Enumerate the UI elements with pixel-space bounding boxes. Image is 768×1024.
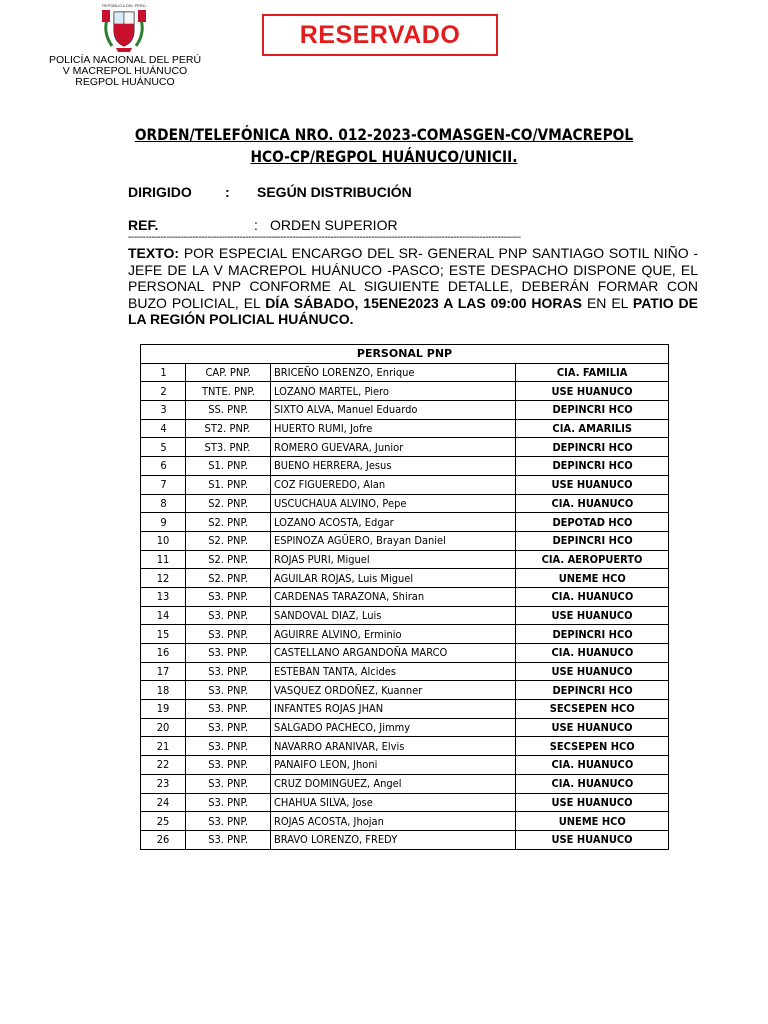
row-name-cell bbox=[270, 363, 515, 382]
row-number-cell bbox=[141, 569, 186, 588]
personal-table bbox=[140, 344, 669, 850]
row-number-cell bbox=[141, 681, 186, 700]
table-row bbox=[141, 830, 669, 849]
row-unit-cell bbox=[516, 644, 669, 663]
row-name: ESPINOZA AGÜERO, Brayan Daniel bbox=[273, 534, 446, 548]
row-grade: S3. PNP. bbox=[208, 814, 248, 828]
row-number: 14 bbox=[156, 608, 170, 622]
row-unit: CIA. FAMILIA bbox=[556, 366, 628, 380]
row-grade: S3. PNP. bbox=[208, 683, 248, 697]
row-number: 24 bbox=[156, 795, 170, 809]
title-line-2: HCO-CP/REGPOL HUÁNUCO/UNICII. bbox=[250, 147, 518, 166]
table-row bbox=[141, 812, 669, 831]
row-name: HUERTO RUMI, Jofre bbox=[273, 422, 373, 436]
row-grade-cell bbox=[186, 494, 270, 513]
row-grade-cell bbox=[186, 401, 270, 420]
row-name-cell bbox=[270, 625, 515, 644]
table-row bbox=[141, 550, 669, 569]
row-name-cell bbox=[270, 550, 515, 569]
table-row bbox=[141, 513, 669, 532]
row-name-cell bbox=[270, 382, 515, 401]
row-unit: USE HUANUCO bbox=[551, 833, 633, 847]
row-grade-cell bbox=[186, 756, 270, 775]
row-unit-cell bbox=[516, 681, 669, 700]
row-number: 10 bbox=[156, 534, 170, 548]
row-number-cell bbox=[141, 363, 186, 382]
row-name: LOZANO ACOSTA, Edgar bbox=[273, 515, 394, 529]
row-unit-cell bbox=[516, 812, 669, 831]
row-name-cell bbox=[270, 438, 515, 457]
row-number: 13 bbox=[156, 590, 170, 604]
row-number-cell bbox=[141, 531, 186, 550]
row-grade: S3. PNP. bbox=[208, 665, 248, 679]
row-unit-cell bbox=[516, 438, 669, 457]
row-name: VASQUEZ ORDOÑEZ, Kuanner bbox=[273, 683, 423, 697]
row-number: 23 bbox=[156, 777, 170, 791]
row-number-cell bbox=[141, 494, 186, 513]
row-unit: SECSEPEN HCO bbox=[549, 739, 635, 753]
row-unit-cell bbox=[516, 363, 669, 382]
row-name-cell bbox=[270, 718, 515, 737]
row-name-cell bbox=[270, 700, 515, 719]
row-unit-cell bbox=[516, 737, 669, 756]
row-number: 15 bbox=[156, 627, 170, 641]
row-number: 11 bbox=[156, 552, 170, 566]
table-row bbox=[141, 401, 669, 420]
row-grade-cell bbox=[186, 662, 270, 681]
row-name-cell bbox=[270, 830, 515, 849]
table-row bbox=[141, 793, 669, 812]
row-number-cell bbox=[141, 662, 186, 681]
row-name: CARDENAS TARAZONA, Shiran bbox=[273, 590, 424, 604]
row-unit: CIA. HUANUCO bbox=[551, 777, 633, 791]
row-unit-cell bbox=[516, 494, 669, 513]
row-unit: UNEME HCO bbox=[558, 571, 626, 585]
row-grade-cell bbox=[186, 475, 270, 494]
row-name: CHAHUA SILVA, Jose bbox=[273, 795, 373, 809]
row-grade-cell bbox=[186, 774, 270, 793]
row-name: ROJAS PURI, Miguel bbox=[273, 552, 370, 566]
row-number-cell bbox=[141, 774, 186, 793]
row-number: 18 bbox=[156, 683, 170, 697]
row-name-cell bbox=[270, 419, 515, 438]
peru-coat-of-arms-emblem bbox=[96, 2, 152, 56]
row-grade: S3. PNP. bbox=[208, 739, 248, 753]
row-name: SIXTO ALVA, Manuel Eduardo bbox=[273, 403, 418, 417]
row-grade: SS. PNP. bbox=[208, 403, 248, 417]
row-unit-cell bbox=[516, 569, 669, 588]
row-grade-cell bbox=[186, 718, 270, 737]
row-name-cell bbox=[270, 774, 515, 793]
row-number-cell bbox=[141, 718, 186, 737]
row-grade-cell bbox=[186, 737, 270, 756]
row-name: LOZANO MARTEL, Piero bbox=[273, 384, 389, 398]
row-unit-cell bbox=[516, 382, 669, 401]
row-unit: CIA. HUANUCO bbox=[551, 758, 633, 772]
row-number: 3 bbox=[159, 403, 167, 417]
row-grade: S3. PNP. bbox=[208, 608, 248, 622]
row-grade: ST3. PNP. bbox=[205, 440, 251, 454]
row-number: 7 bbox=[159, 478, 167, 492]
row-name: ESTEBAN TANTA, Alcides bbox=[273, 665, 396, 679]
row-grade: S2. PNP. bbox=[208, 515, 248, 529]
row-unit: USE HUANUCO bbox=[551, 721, 633, 735]
row-unit-cell bbox=[516, 793, 669, 812]
row-unit: SECSEPEN HCO bbox=[549, 702, 635, 716]
row-grade-cell bbox=[186, 457, 270, 476]
row-name-cell bbox=[270, 793, 515, 812]
row-grade-cell bbox=[186, 606, 270, 625]
row-unit: USE HUANUCO bbox=[551, 478, 633, 492]
row-name-cell bbox=[270, 737, 515, 756]
row-name: NAVARRO ARANIVAR, Elvis bbox=[273, 739, 405, 753]
row-number: 6 bbox=[159, 459, 167, 473]
row-number-cell bbox=[141, 550, 186, 569]
row-grade-cell bbox=[186, 569, 270, 588]
row-name-cell bbox=[270, 531, 515, 550]
row-number: 1 bbox=[159, 366, 167, 380]
row-number: 26 bbox=[156, 833, 170, 847]
dirigido-colon: : bbox=[225, 184, 230, 200]
row-number-cell bbox=[141, 475, 186, 494]
ref-colon: : bbox=[254, 217, 258, 233]
row-name: SANDOVAL DIAZ, Luis bbox=[273, 608, 382, 622]
table-row bbox=[141, 606, 669, 625]
row-unit: CIA. HUANUCO bbox=[551, 590, 633, 604]
texto-location: PATIO DE LA REGIÓN POLICIAL HUÁNUCO. bbox=[128, 294, 698, 327]
row-name-cell bbox=[270, 494, 515, 513]
row-name-cell bbox=[270, 587, 515, 606]
row-number-cell bbox=[141, 382, 186, 401]
row-number-cell bbox=[141, 812, 186, 831]
table-row bbox=[141, 569, 669, 588]
row-name-cell bbox=[270, 681, 515, 700]
row-grade: S3. PNP. bbox=[208, 758, 248, 772]
row-number: 21 bbox=[156, 739, 170, 753]
row-name: USCUCHAUA ALVINO, Pepe bbox=[273, 496, 407, 510]
row-name: PANAIFO LEON, Jhoni bbox=[273, 758, 378, 772]
row-grade-cell bbox=[186, 644, 270, 663]
row-grade: S3. PNP. bbox=[208, 702, 248, 716]
row-unit: DEPINCRI HCO bbox=[551, 440, 633, 454]
row-name-cell bbox=[270, 569, 515, 588]
row-number-cell bbox=[141, 419, 186, 438]
row-name: BRICEÑO LORENZO, Enrique bbox=[273, 366, 415, 380]
row-grade: TNTE. PNP. bbox=[201, 384, 255, 398]
row-unit-cell bbox=[516, 830, 669, 849]
row-number-cell bbox=[141, 756, 186, 775]
row-grade: S3. PNP. bbox=[208, 590, 248, 604]
row-number-cell bbox=[141, 606, 186, 625]
row-unit-cell bbox=[516, 756, 669, 775]
table-row bbox=[141, 662, 669, 681]
row-number: 19 bbox=[156, 702, 170, 716]
row-unit-cell bbox=[516, 401, 669, 420]
row-name-cell bbox=[270, 606, 515, 625]
row-grade-cell bbox=[186, 587, 270, 606]
row-grade: S3. PNP. bbox=[208, 777, 248, 791]
org-line-3: REGPOL HUÁNUCO bbox=[75, 76, 175, 88]
table-body bbox=[141, 363, 669, 849]
row-unit-cell bbox=[516, 700, 669, 719]
org-line-1: POLICÍA NACIONAL DEL PERÚ bbox=[48, 54, 202, 66]
row-grade: S2. PNP. bbox=[208, 534, 248, 548]
row-grade-cell bbox=[186, 438, 270, 457]
row-unit-cell bbox=[516, 587, 669, 606]
row-number: 12 bbox=[156, 571, 170, 585]
row-number: 4 bbox=[159, 422, 167, 436]
row-number: 2 bbox=[159, 384, 167, 398]
row-name: INFANTES ROJAS JHAN bbox=[273, 702, 383, 716]
table-row bbox=[141, 494, 669, 513]
row-unit-cell bbox=[516, 718, 669, 737]
row-number-cell bbox=[141, 438, 186, 457]
row-grade-cell bbox=[186, 700, 270, 719]
row-number-cell bbox=[141, 700, 186, 719]
row-name: CRUZ DOMINGUEZ, Angel bbox=[273, 777, 402, 791]
row-name: BRAVO LORENZO, FREDY bbox=[273, 833, 397, 847]
coat-of-arms-icon bbox=[96, 2, 152, 56]
row-grade: S2. PNP. bbox=[208, 496, 248, 510]
row-name-cell bbox=[270, 401, 515, 420]
row-number: 25 bbox=[156, 814, 170, 828]
row-grade-cell bbox=[186, 793, 270, 812]
row-name: ROMERO GUEVARA, Junior bbox=[273, 440, 403, 454]
table-header: PERSONAL PNP bbox=[141, 345, 669, 364]
dirigido-label: DIRIGIDO bbox=[128, 184, 192, 200]
table-row bbox=[141, 438, 669, 457]
row-number: 17 bbox=[156, 665, 170, 679]
row-unit: DEPOTAD HCO bbox=[552, 515, 633, 529]
row-unit: USE HUANUCO bbox=[551, 795, 633, 809]
row-name-cell bbox=[270, 812, 515, 831]
row-unit-cell bbox=[516, 513, 669, 532]
row-unit: USE HUANUCO bbox=[551, 665, 633, 679]
row-number-cell bbox=[141, 401, 186, 420]
row-name-cell bbox=[270, 662, 515, 681]
row-grade: S3. PNP. bbox=[208, 795, 248, 809]
row-unit: DEPINCRI HCO bbox=[551, 627, 633, 641]
dirigido-value: SEGÚN DISTRIBUCIÓN bbox=[257, 184, 412, 200]
table-row bbox=[141, 625, 669, 644]
row-number: 8 bbox=[159, 496, 167, 510]
row-grade-cell bbox=[186, 830, 270, 849]
row-grade: S3. PNP. bbox=[208, 627, 248, 641]
table-row bbox=[141, 700, 669, 719]
row-unit-cell bbox=[516, 475, 669, 494]
row-grade: CAP. PNP. bbox=[205, 366, 251, 380]
table-row bbox=[141, 382, 669, 401]
texto-part-2: EN EL bbox=[582, 294, 633, 311]
row-grade: S3. PNP. bbox=[208, 721, 248, 735]
row-grade: S1. PNP. bbox=[208, 478, 248, 492]
row-name: COZ FIGUEREDO, Alan bbox=[273, 478, 385, 492]
row-grade-cell bbox=[186, 681, 270, 700]
row-grade: S1. PNP. bbox=[208, 459, 248, 473]
table-row bbox=[141, 774, 669, 793]
table-row bbox=[141, 457, 669, 476]
row-unit: CIA. HUANUCO bbox=[551, 496, 633, 510]
reservado-stamp: RESERVADO bbox=[262, 14, 498, 56]
row-unit: CIA. AEROPUERTO bbox=[541, 552, 643, 566]
table-row bbox=[141, 644, 669, 663]
row-name: AGUIRRE ALVINO, Erminio bbox=[273, 627, 402, 641]
row-name-cell bbox=[270, 756, 515, 775]
row-grade: S3. PNP. bbox=[208, 646, 248, 660]
table-row bbox=[141, 681, 669, 700]
separator-line: -------------------------------------------------------------------------------------------------------------------------------------- bbox=[128, 233, 521, 243]
row-grade: S3. PNP. bbox=[208, 833, 248, 847]
title-line-1: ORDEN/TELEFÓNICA NRO. 012-2023-COMASGEN-CO/VMACREPOL bbox=[134, 125, 634, 144]
row-number-cell bbox=[141, 737, 186, 756]
table-row bbox=[141, 363, 669, 382]
row-unit: USE HUANUCO bbox=[551, 608, 633, 622]
emblem-caption: REPÚBLICA DEL PERÚ bbox=[102, 3, 146, 8]
row-unit: CIA. AMARILIS bbox=[552, 422, 632, 436]
row-number-cell bbox=[141, 457, 186, 476]
row-unit: CIA. HUANUCO bbox=[551, 646, 633, 660]
row-name-cell bbox=[270, 457, 515, 476]
row-unit: DEPINCRI HCO bbox=[551, 534, 633, 548]
row-grade-cell bbox=[186, 550, 270, 569]
row-unit: DEPINCRI HCO bbox=[551, 403, 633, 417]
table-row bbox=[141, 475, 669, 494]
organization-header bbox=[40, 55, 210, 88]
row-grade-cell bbox=[186, 531, 270, 550]
row-name: SALGADO PACHECO, Jimmy bbox=[273, 721, 410, 735]
row-name: AGUILAR ROJAS, Luis Miguel bbox=[273, 571, 413, 585]
row-grade-cell bbox=[186, 419, 270, 438]
row-name-cell bbox=[270, 475, 515, 494]
row-number-cell bbox=[141, 513, 186, 532]
row-unit-cell bbox=[516, 774, 669, 793]
row-unit-cell bbox=[516, 606, 669, 625]
row-unit: DEPINCRI HCO bbox=[551, 683, 633, 697]
table-row bbox=[141, 419, 669, 438]
row-grade-cell bbox=[186, 625, 270, 644]
texto-part-1: POR ESPECIAL ENCARGO DEL SR- GENERAL PNP SANTIAGO SOTIL NIÑO - JEFE DE LA V MACREPOL HUÁNUCO -PASCO; ESTE DESPACHO DISPONE QUE, EL PERSONAL PNP CONFORME AL SIGUIENTE DETALLE, DEBERÁN FORMAR CON BUZO POLICIAL, EL bbox=[128, 245, 698, 311]
row-number: 16 bbox=[156, 646, 170, 660]
ref-label: REF. bbox=[128, 217, 159, 233]
table-row bbox=[141, 587, 669, 606]
table-row bbox=[141, 718, 669, 737]
ref-value: ORDEN SUPERIOR bbox=[270, 217, 398, 233]
org-line-2: V MACREPOL HUÁNUCO bbox=[62, 65, 188, 77]
row-unit: DEPINCRI HCO bbox=[551, 459, 633, 473]
row-number: 20 bbox=[156, 721, 170, 735]
row-unit-cell bbox=[516, 531, 669, 550]
table-row bbox=[141, 756, 669, 775]
table-header-row bbox=[141, 345, 669, 364]
row-unit-cell bbox=[516, 662, 669, 681]
row-name: CASTELLANO ARGANDOÑA MARCO bbox=[273, 646, 448, 660]
row-unit: USE HUANUCO bbox=[551, 384, 633, 398]
row-name: ROJAS ACOSTA, Jhojan bbox=[273, 814, 384, 828]
row-grade-cell bbox=[186, 363, 270, 382]
row-number: 9 bbox=[159, 515, 167, 529]
row-grade-cell bbox=[186, 812, 270, 831]
row-number-cell bbox=[141, 644, 186, 663]
row-unit-cell bbox=[516, 457, 669, 476]
row-number-cell bbox=[141, 830, 186, 849]
row-grade: ST2. PNP. bbox=[205, 422, 251, 436]
texto-date-time: DÍA SÁBADO, 15ENE2023 A LAS 09:00 HORAS bbox=[265, 294, 582, 311]
row-number-cell bbox=[141, 793, 186, 812]
row-grade: S2. PNP. bbox=[208, 571, 248, 585]
row-grade-cell bbox=[186, 382, 270, 401]
row-number: 22 bbox=[156, 758, 170, 772]
row-unit-cell bbox=[516, 419, 669, 438]
document-title bbox=[54, 124, 714, 168]
row-name-cell bbox=[270, 513, 515, 532]
row-number-cell bbox=[141, 587, 186, 606]
row-grade-cell bbox=[186, 513, 270, 532]
texto-paragraph bbox=[128, 245, 698, 328]
row-number: 5 bbox=[159, 440, 167, 454]
row-unit-cell bbox=[516, 550, 669, 569]
texto-label: TEXTO: bbox=[128, 245, 180, 261]
row-number-cell bbox=[141, 625, 186, 644]
row-name: BUENO HERRERA, Jesus bbox=[273, 459, 392, 473]
row-grade: S2. PNP. bbox=[208, 552, 248, 566]
table-row bbox=[141, 737, 669, 756]
row-unit: UNEME HCO bbox=[558, 814, 626, 828]
row-name-cell bbox=[270, 644, 515, 663]
table-row bbox=[141, 531, 669, 550]
row-unit-cell bbox=[516, 625, 669, 644]
